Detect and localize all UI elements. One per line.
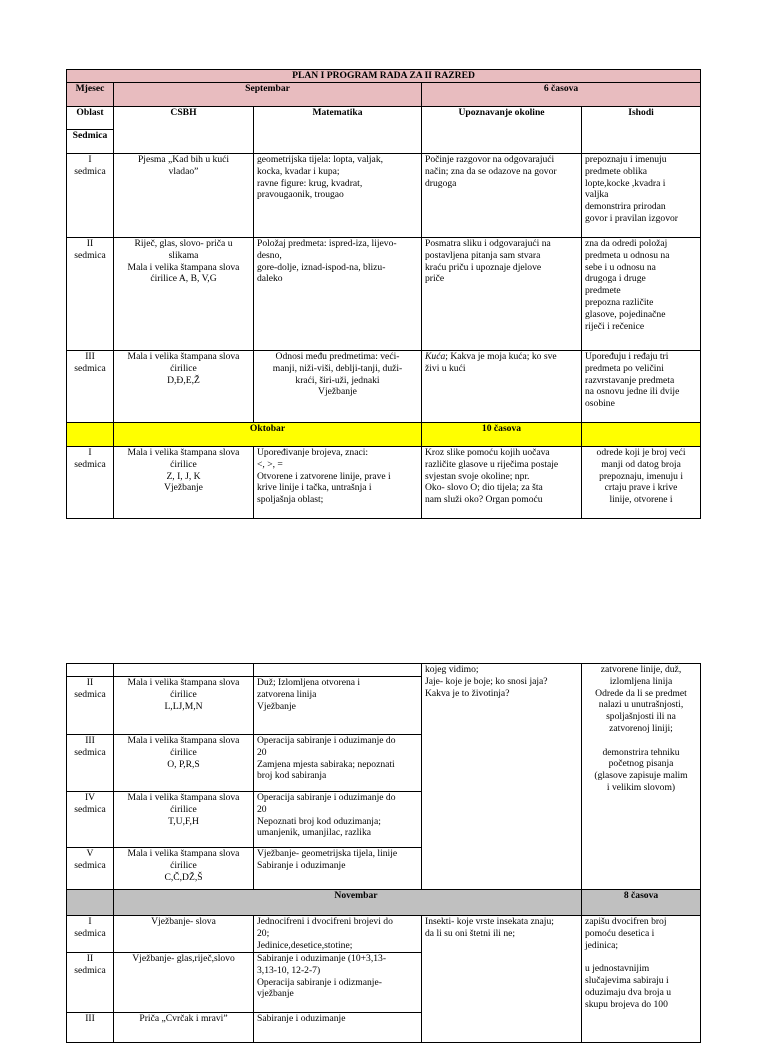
okolina-cell: Počinje razgovor na odgovarajući način; zna da se odazove na govor drugoga bbox=[422, 154, 582, 238]
table-title: PLAN I PROGRAM RADA ZA II RAZRED bbox=[67, 70, 701, 83]
week-label: III sedmica bbox=[67, 351, 114, 423]
matematika-cell: Duž; Izlomljena otvorena i zatvorena linija Vježbanje bbox=[254, 677, 422, 735]
table-row bbox=[67, 154, 701, 238]
ishodi-cell: zna da odredi položaj predmeta u odnosu na sebe i u odnosu na drugoga i druge predmete prepozna različite glasove, pojedinačne riječi i rečenice bbox=[582, 238, 701, 351]
sedmica-label: Sedmica bbox=[72, 130, 108, 141]
okolina-cell bbox=[422, 351, 582, 423]
week-label: I sedmica bbox=[67, 916, 114, 953]
week-label: III sedmica bbox=[67, 735, 114, 792]
matematika-cell: Položaj predmeta: ispred-iza, lijevo- desno, gore-dolje, iznad-ispod-na, blizu- daleko bbox=[254, 238, 422, 351]
column-csbh: CSBH bbox=[114, 107, 254, 154]
ishodi-cell: zapišu dvocifren broj pomoću desetica i jedinica; u jednostavnijim slučajevima sabiraju i oduzimaju dva broja u skupu brojeva do 100 bbox=[582, 916, 701, 1043]
week-label: I sedmica bbox=[67, 447, 114, 519]
csbh-cell: Pjesma „Kad bih u kući vladao” bbox=[114, 154, 254, 238]
matematika-cell: Upoređivanje brojeva, znaci: <, >, = Otvorene i zatvorene linije, prave i krive linije i tačka, untrašnja i spoljašnja oblast; bbox=[254, 447, 422, 519]
csbh-cell: Mala i velika štampana slova ćirilice Z, I, J, K Vježbanje bbox=[114, 447, 254, 519]
okolina-text: ; Kakva je moja kuća; ko sve živi u kući bbox=[425, 351, 557, 374]
matematika-cell: geometrijska tijela: lopta, valjak, kocka, kvadar i kupa; ravne figure: krug, kvadrat, pravougaonik, trougao bbox=[254, 154, 422, 238]
csbh-cell: Mala i velika štampana slova ćirilice T,U,F,H bbox=[114, 792, 254, 848]
matematika-cell: Operacija sabiranje i oduzimanje do 20 Nepoznati broj kod oduzimanja; umanjenik, umanjilac, razlika bbox=[254, 792, 422, 848]
okolina-cell: Posmatra sliku i odgovarajući na postavljena pitanja sam stvara kraću priču i upoznaje djelove priče bbox=[422, 238, 582, 351]
csbh-cell: Riječ, glas, slovo- priča u slikama Mala i velika štampana slova ćirilice A, B, V,G bbox=[114, 238, 254, 351]
november-month: Novembar bbox=[334, 890, 378, 901]
oblast-sedmica-cell bbox=[67, 107, 114, 154]
csbh-cell: Priča „Cvrčak i mravi” bbox=[114, 1013, 254, 1043]
okolina-cell: Kroz slike pomoću kojih uočava različite glasove u riječima postaje svjestan svoje okoline; npr. Oko- slovo O; dio tijela; za šta nam služi oko? Organ pomoću bbox=[422, 447, 582, 519]
week-label: I sedmica bbox=[67, 154, 114, 238]
table-row bbox=[67, 916, 701, 953]
plan-table-page-1 bbox=[66, 69, 700, 519]
ishodi-cell: prepoznaju i imenuju predmete oblika lopte,kocke ,kvadra i valjka demonstrira prirodan govor i pravilan izgovor bbox=[582, 154, 701, 238]
empty-cell bbox=[114, 664, 254, 677]
november-hours: 8 časova bbox=[582, 890, 701, 916]
column-ishodi: Ishodi bbox=[582, 107, 701, 154]
week-label: V sedmica bbox=[67, 848, 114, 890]
table-row bbox=[67, 447, 701, 519]
matematika-cell: Vježbanje- geometrijska tijela, linije Sabiranje i oduzimanje bbox=[254, 848, 422, 890]
okolina-cell: kojeg vidimo; Jaje- koje je boje; ko snosi jaja? Kakva je to životinja? bbox=[422, 664, 582, 890]
csbh-cell: Mala i velika štampana slova ćirilice L,LJ,M,N bbox=[114, 677, 254, 735]
csbh-cell: Vježbanje- slova bbox=[114, 916, 254, 953]
mjesec-label: Mjesec bbox=[67, 83, 114, 107]
september-hours: 6 časova bbox=[422, 83, 701, 107]
week-label: III bbox=[67, 1013, 114, 1043]
ishodi-cell: Upoređuju i ređaju tri predmeta po veličini razvrstavanje predmeta na osnovu jedne ili dvije osobine bbox=[582, 351, 701, 423]
column-matematika: Matematika bbox=[254, 107, 422, 154]
column-okolina: Upoznavanje okoline bbox=[422, 107, 582, 154]
plan-table-page-2 bbox=[66, 663, 700, 1043]
csbh-cell: Mala i velika štampana slova ćirilice D,Đ,E,Ž bbox=[114, 351, 254, 423]
week-label: II sedmica bbox=[67, 677, 114, 735]
matematika-cell: Odnosi među predmetima: veći- manji, niži-viši, deblji-tanji, duži- kraći, širi-uži, jednaki Vježbanje bbox=[254, 351, 422, 423]
empty-cell bbox=[254, 664, 422, 677]
october-month: Oktobar bbox=[114, 423, 422, 447]
table-row bbox=[67, 238, 701, 351]
week-label: II sedmica bbox=[67, 953, 114, 1013]
okolina-italic-word: Kuća bbox=[425, 351, 446, 362]
empty-cell bbox=[67, 664, 114, 677]
oblast-label: Oblast bbox=[67, 107, 113, 130]
october-empty-cell bbox=[67, 423, 114, 447]
november-month-hours-cell bbox=[114, 890, 582, 916]
okolina-cell: Insekti- koje vrste insekata znaju; da li su oni štetni ili ne; bbox=[422, 916, 582, 1043]
table-row bbox=[67, 351, 701, 423]
matematika-cell: Sabiranje i oduzimanje bbox=[254, 1013, 422, 1043]
matematika-cell: Operacija sabiranje i oduzimanje do 20 Zamjena mjesta sabiraka; nepoznati broj kod sabiranja bbox=[254, 735, 422, 792]
october-empty-cell bbox=[582, 423, 701, 447]
week-label: II sedmica bbox=[67, 238, 114, 351]
csbh-cell: Vježbanje- glas,riječ,slovo bbox=[114, 953, 254, 1013]
matematika-cell: Jednocifreni i dvocifreni brojevi do 20; Jedinice,desetice,stotine; bbox=[254, 916, 422, 953]
ishodi-cell: zatvorene linije, duž, izlomljena linija Odrede da li se predmet nalazi u unutrašnjosti, spoljašnjosti ili na zatvorenoj liniji; demonstrira tehniku početnog pisanja (glasove zapisuje malim i velikim slovom) bbox=[582, 664, 701, 890]
week-label: IV sedmica bbox=[67, 792, 114, 848]
table-row bbox=[67, 664, 701, 677]
ishodi-cell: odrede koji je broj veći manji od datog broja prepoznaju, imenuju i crtaju prave i krive linije, otvorene i bbox=[582, 447, 701, 519]
november-empty-cell bbox=[67, 890, 114, 916]
csbh-cell: Mala i velika štampana slova ćirilice C,Č,DŽ,Š bbox=[114, 848, 254, 890]
october-hours: 10 časova bbox=[422, 423, 582, 447]
csbh-cell: Mala i velika štampana slova ćirilice O, P,R,S bbox=[114, 735, 254, 792]
matematika-cell: Sabiranje i oduzimanje (10+3,13- 3,13-10, 12-2-7) Operacija sabiranje i odizmanje- vježbanje bbox=[254, 953, 422, 1013]
september-month: Septembar bbox=[114, 83, 422, 107]
